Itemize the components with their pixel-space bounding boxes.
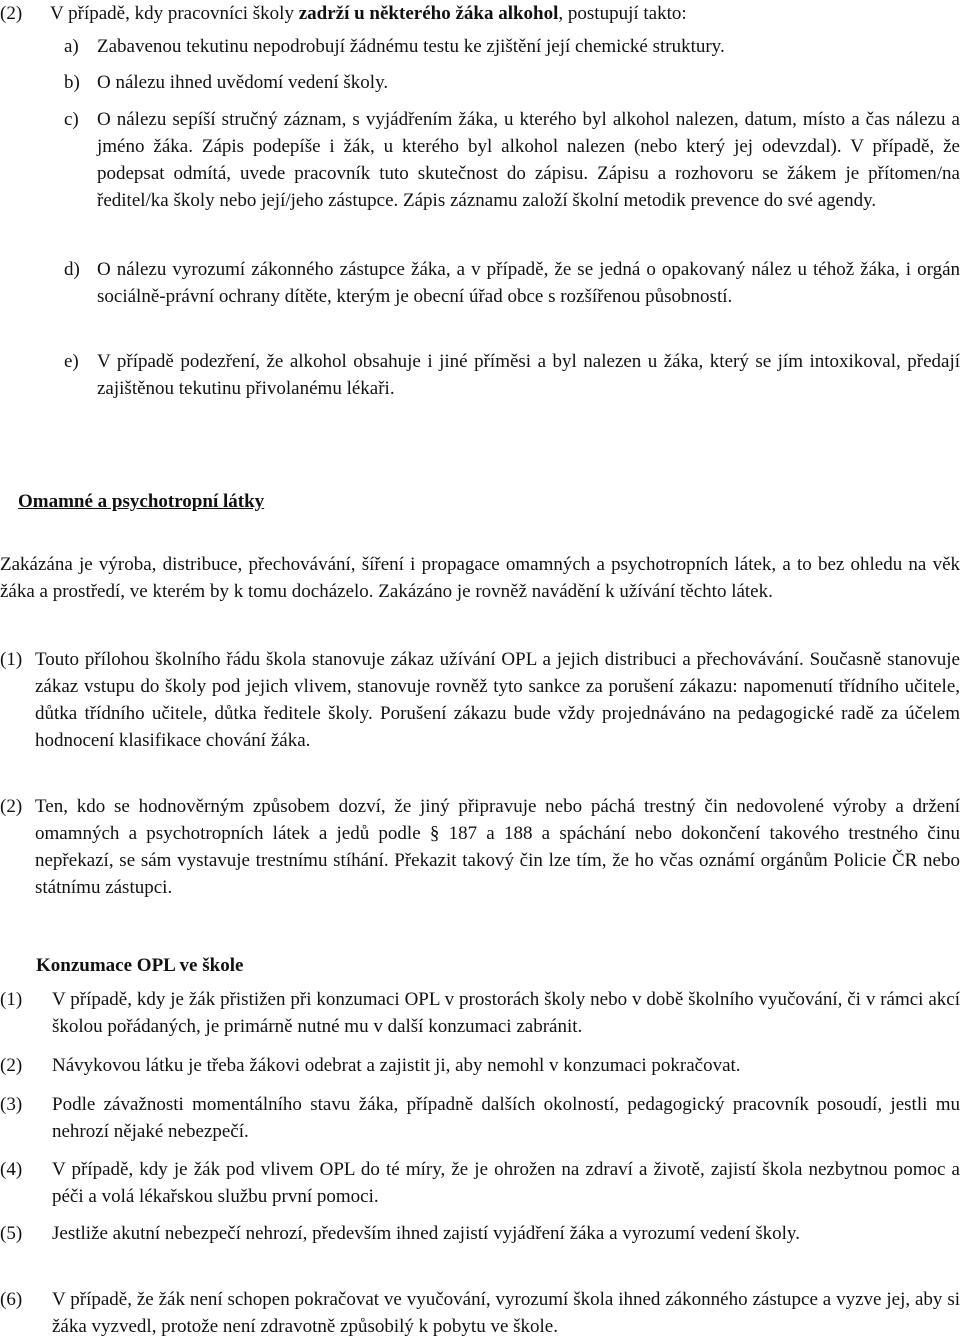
konzumace-item-2 [0, 1052, 960, 1079]
opl-item-2 [0, 793, 960, 901]
section-heading-konzumace: Konzumace OPL ve škole [36, 955, 244, 976]
letter-label: a) [64, 36, 79, 57]
item-number: (2) [0, 3, 23, 24]
letter-text: O nálezu ihned uvědomí vedení školy. [97, 72, 389, 93]
item-number: (5) [0, 1223, 23, 1244]
letter-text: V případě podezření, že alkohol obsahuje i jiné příměsi a byl nalezen u žáka, který se jím intoxikoval, předají zajištěnou tekutinu přivolanému lékaři. [97, 351, 960, 399]
item-number: (1) [0, 649, 23, 670]
item-number: (1) [0, 989, 23, 1010]
alcohol-item-2 [0, 0, 952, 27]
letter-text: O nálezu sepíší stručný záznam, s vyjádřením žáka, u kterého byl alkohol nalezen, datum, místo a čas nálezu a jméno žáka. Zápis podepíše i žák, u kterého byl alkohol nalezen (nebo který jej odevzdal). V případě, že podepsat odmítá, uvede pracovník tuto skutečnost do zápisu. Zápisu a rozhovoru se žákem je přítomen/na ředitel/ka školy nebo její/jeho zástupce. Zápis záznamu založí školní metodik prevence do své agendy. [97, 109, 960, 211]
item-number: (3) [0, 1094, 23, 1115]
section-intro: Zakázána je výroba, distribuce, přechovávání, šíření i propagace omamných a psychotropních látek, a to bez ohledu na věk žáka a prostředí, ve kterém by k tomu docházelo. Zakázáno je rovněž navádění k užívání těchto látek. [0, 554, 960, 602]
item-text: V případě, že žák není schopen pokračovat ve vyučování, vyrozumí škola ihned zákonného zástupce a vyzve jej, aby si žáka vyzvedl, protože není zdravotně způsobilý k pobytu ve škole. [52, 1289, 960, 1337]
item-text-bold: zadrží u některého žáka alkohol [298, 3, 559, 24]
letter-label: b) [64, 72, 80, 93]
konzumace-item-3 [0, 1091, 960, 1145]
item-text [50, 0, 952, 27]
item-text: V případě, kdy je žák přistižen při konzumaci OPL v prostorách školy nebo v době školního vyučování, či v rámci akcí školou pořádaných, je primárně nutné mu v další konzumaci zabránit. [52, 989, 960, 1037]
item-text-pre: V případě, kdy pracovníci školy [50, 3, 299, 24]
item-number: (2) [0, 1055, 23, 1076]
item-text: Podle závažnosti momentálního stavu žáka, případně dalších okolností, pedagogický pracovník posoudí, jestli mu nehrozí nějaké nebezpečí. [52, 1094, 960, 1142]
item-text: V případě, kdy je žák pod vlivem OPL do té míry, že je ohrožen na zdraví a životě, zajistí škola nezbytnou pomoc a péči a volá lékařskou službu první pomoci. [52, 1159, 960, 1207]
konzumace-item-1 [0, 986, 960, 1040]
letter-item-e [64, 348, 960, 402]
letter-label: e) [64, 351, 79, 372]
letter-item-d [64, 256, 960, 310]
item-text: Návykovou látku je třeba žákovi odebrat a zajistit ji, aby nemohl v konzumaci pokračovat. [52, 1055, 741, 1076]
item-text: Touto přílohou školního řádu škola stanovuje zákaz užívání OPL a jejich distribuci a přechovávání. Současně stanovuje zákaz vstupu do školy pod jejich vlivem, stanovuje rovněž tyto sankce za porušení zákazu: napomenutí třídního učitele, důtka třídního učitele, důtka ředitele školy. Porušení zákazu bude vždy projednáváno na pedagogické radě za účelem hodnocení klasifikace chování žáka. [35, 649, 960, 751]
konzumace-item-4 [0, 1156, 960, 1210]
item-number: (2) [0, 796, 23, 817]
item-text: Jestliže akutní nebezpečí nehrozí, především ihned zajistí vyjádření žáka a vyrozumí vedení školy. [52, 1223, 800, 1244]
letter-item-b [64, 69, 960, 96]
section-heading-opl: Omamné a psychotropní látky [18, 491, 265, 512]
letter-label: d) [64, 259, 80, 280]
konzumace-item-6 [0, 1286, 960, 1340]
item-number: (4) [0, 1159, 23, 1180]
letter-text: Zabavenou tekutinu nepodrobují žádnému testu ke zjištění její chemické struktury. [97, 36, 725, 57]
item-text: Ten, kdo se hodnověrným způsobem dozví, že jiný připravuje nebo páchá trestný čin nedovolené výroby a držení omamných a psychotropních látek a jedů podle § 187 a 188 a spáchání nebo dokončení takového trestného činu nepřekazí, se sám vystavuje trestnímu stíhání. Překazit takový čin lze tím, že ho včas oznámí orgánům Policie ČR nebo státnímu zástupci. [35, 796, 960, 898]
letter-text: O nálezu vyrozumí zákonného zástupce žáka, a v případě, že se jedná o opakovaný nález u téhož žáka, i orgán sociálně-právní ochrany dítěte, kterým je obecní úřad obce s rozšířenou působností. [97, 259, 960, 307]
item-number: (6) [0, 1289, 23, 1310]
konzumace-item-5 [0, 1220, 960, 1247]
opl-item-1 [0, 646, 960, 754]
letter-item-a [64, 33, 960, 60]
item-text-post: , postupují takto: [558, 3, 687, 24]
letter-item-c [64, 106, 960, 214]
letter-label: c) [64, 109, 79, 130]
